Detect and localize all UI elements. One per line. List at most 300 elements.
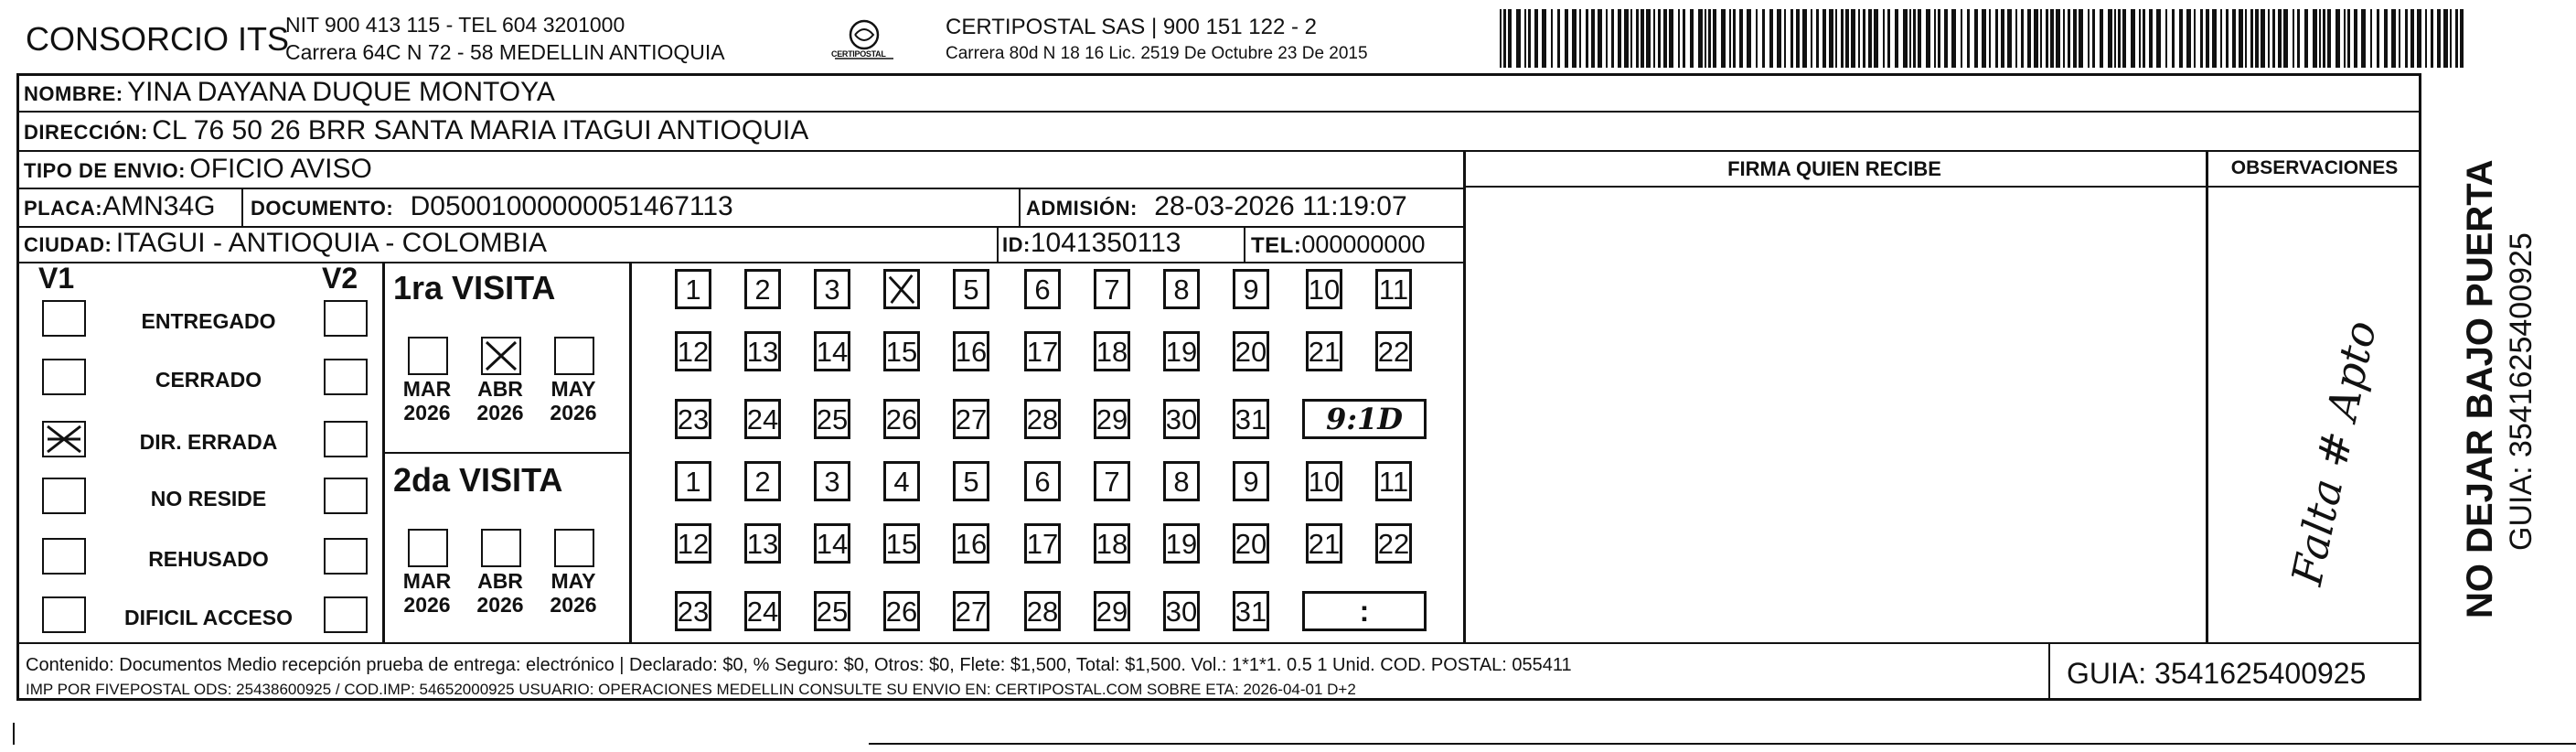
day-box[interactable]: 1 bbox=[675, 269, 711, 309]
barcode-bar bbox=[1630, 9, 1632, 68]
barcode-bar bbox=[1551, 9, 1553, 68]
certipostal-logo bbox=[828, 15, 901, 66]
barcode-bar bbox=[1598, 9, 1602, 68]
barcode-bar bbox=[1663, 9, 1667, 68]
day-box[interactable]: 22 bbox=[1375, 523, 1412, 564]
barcode-bar bbox=[1528, 9, 1531, 68]
barcode-bar bbox=[1790, 9, 1793, 68]
barcode-bar bbox=[2255, 9, 2259, 68]
barcode-bar bbox=[2344, 9, 2346, 68]
nombre-label: NOMBRE: bbox=[24, 82, 123, 105]
barcode-bar bbox=[2092, 9, 2095, 68]
visit-title: 1ra VISITA bbox=[393, 269, 556, 306]
day-box[interactable]: 14 bbox=[814, 331, 850, 371]
barcode-bar bbox=[1816, 9, 1819, 68]
day-box[interactable]: 14 bbox=[814, 523, 850, 564]
barcode-bar bbox=[1713, 9, 1716, 68]
day-box[interactable]: 24 bbox=[744, 591, 781, 631]
barcode-bar bbox=[1739, 9, 1743, 68]
barcode-bar bbox=[1624, 9, 1629, 68]
barcode-bar bbox=[2384, 9, 2388, 68]
day-box[interactable]: 23 bbox=[675, 399, 711, 439]
day-box[interactable]: 19 bbox=[1163, 331, 1200, 371]
tel-field bbox=[1251, 231, 1425, 259]
barcode-bar bbox=[1747, 9, 1751, 68]
month-label: MAR 2026 bbox=[402, 377, 452, 425]
day-box[interactable]: 29 bbox=[1094, 399, 1130, 439]
time-value: 9:1D bbox=[1325, 402, 1404, 436]
barcode-bar bbox=[1678, 9, 1680, 68]
barcode-bar bbox=[2417, 9, 2421, 68]
day-box[interactable]: 22 bbox=[1375, 331, 1412, 371]
barcode-bar bbox=[2114, 9, 2116, 68]
month-label: MAY 2026 bbox=[550, 569, 597, 618]
visit-title: 2da VISITA bbox=[393, 461, 563, 499]
barcode-bar bbox=[2443, 9, 2448, 68]
barcode-bar bbox=[1733, 9, 1736, 68]
barcode-bar bbox=[2297, 9, 2300, 68]
header bbox=[0, 0, 2576, 73]
barcode-bar bbox=[2194, 9, 2196, 68]
barcode-bar bbox=[1611, 9, 1614, 68]
direccion-value: CL 76 50 26 BRR SANTA MARIA ITAGUI ANTIOQUIA bbox=[152, 115, 809, 145]
day-box[interactable]: 17 bbox=[1024, 331, 1061, 371]
barcode-bar bbox=[2179, 9, 2183, 68]
barcode-bar bbox=[2139, 9, 2141, 68]
barcode-bar bbox=[2323, 9, 2325, 68]
day-box[interactable]: 3 bbox=[814, 269, 850, 309]
observation-handwriting-text: Falta # Apto bbox=[2282, 316, 2387, 590]
day-box[interactable]: 20 bbox=[1233, 331, 1269, 371]
barcode-bar bbox=[1887, 9, 1890, 68]
side-warning: NO DEJAR BAJO PUERTA bbox=[2460, 159, 2500, 618]
barcode-bar bbox=[1918, 9, 1921, 68]
v1-label: V1 bbox=[38, 262, 75, 295]
day-box[interactable] bbox=[883, 269, 920, 309]
barcode-bar bbox=[1708, 9, 1711, 68]
firma-header: FIRMA QUIEN RECIBE bbox=[1727, 157, 1941, 180]
nombre-row bbox=[24, 77, 555, 108]
barcode-bar bbox=[2046, 9, 2048, 68]
logo-text: CERTIPOSTAL bbox=[831, 49, 886, 59]
v1-checkbox[interactable] bbox=[42, 359, 86, 395]
barcode-bar bbox=[1698, 9, 1703, 68]
v1-checkbox[interactable] bbox=[42, 421, 86, 457]
barcode-bar bbox=[1572, 9, 1577, 68]
admision-value: 28-03-2026 11:19:07 bbox=[1154, 191, 1407, 221]
barcode-bar bbox=[2293, 9, 2294, 68]
barcode-bar bbox=[2156, 9, 2161, 68]
day-box[interactable]: 24 bbox=[744, 399, 781, 439]
day-box[interactable]: 15 bbox=[883, 331, 920, 371]
barcode-bar bbox=[2143, 9, 2145, 68]
day-box[interactable]: 8 bbox=[1163, 269, 1200, 309]
placa-value: AMN34G bbox=[102, 191, 216, 221]
barcode-bar bbox=[2079, 9, 2083, 68]
barcode-bar bbox=[1841, 9, 1844, 68]
cross-mark-icon bbox=[483, 338, 519, 373]
barcode-bar bbox=[1796, 9, 1800, 68]
barcode-bar bbox=[1756, 9, 1758, 68]
day-box[interactable]: 18 bbox=[1094, 523, 1130, 564]
company-address: Carrera 64C N 72 - 58 MEDELLIN ANTIOQUIA bbox=[285, 40, 725, 64]
barcode-bar bbox=[2391, 9, 2396, 68]
day-box[interactable]: 23 bbox=[675, 591, 711, 631]
day-box[interactable]: 30 bbox=[1163, 399, 1200, 439]
day-box[interactable]: 5 bbox=[953, 269, 989, 309]
barcode-bar bbox=[2226, 9, 2229, 68]
month-checkbox[interactable] bbox=[554, 529, 594, 567]
barcode-bar bbox=[2327, 9, 2331, 68]
admision-field bbox=[1026, 191, 1407, 222]
nombre-value: YINA DAYANA DUQUE MONTOYA bbox=[127, 77, 555, 107]
barcode-bar bbox=[1503, 9, 1506, 68]
ciudad-label: CIUDAD: bbox=[24, 233, 112, 256]
barcode-bar bbox=[2239, 9, 2243, 68]
day-box[interactable]: 17 bbox=[1024, 523, 1061, 564]
barcode-bar bbox=[2245, 9, 2247, 68]
placa-label: PLACA: bbox=[24, 197, 103, 220]
barcode-bar bbox=[2425, 9, 2427, 68]
barcode-bar bbox=[1729, 9, 1731, 68]
barcode-bar bbox=[2001, 9, 2004, 68]
barcode-bar bbox=[2455, 9, 2458, 68]
barcode-bar bbox=[1705, 9, 1706, 68]
day-box[interactable]: 25 bbox=[814, 399, 850, 439]
placa-field bbox=[24, 191, 215, 222]
time-box[interactable] bbox=[1302, 591, 1427, 631]
barcode-bar bbox=[1579, 9, 1581, 68]
day-box[interactable]: 2 bbox=[744, 461, 781, 501]
company-nit: NIT 900 413 115 - TEL 604 3201000 bbox=[285, 13, 625, 37]
id-field bbox=[1002, 228, 1181, 259]
barcode-bar bbox=[1721, 9, 1726, 68]
documento-label: DOCUMENTO: bbox=[251, 197, 394, 220]
barcode-bar bbox=[1542, 9, 1546, 68]
footer-imp: IMP POR FIVEPOSTAL ODS: 25438600925 / COD.IMP: 54652000925 USUARIO: OPERACIONES MEDELLIN CONSULTE SU ENVIO EN: CERTIPOSTAL.COM SOBRE ETA: 2026-04-01 D+2 bbox=[26, 681, 1356, 698]
barcode-bar bbox=[2268, 9, 2270, 68]
barcode-bar bbox=[2027, 9, 2031, 68]
barcode-bar bbox=[1951, 9, 1956, 68]
documento-value: D05001000000051467113 bbox=[410, 191, 733, 221]
barcode-bar bbox=[1863, 9, 1865, 68]
barcode-bar bbox=[2370, 9, 2372, 68]
barcode-bar bbox=[1895, 9, 1898, 68]
side-guia: GUIA: 3541625400925 bbox=[2504, 232, 2539, 551]
day-box[interactable]: 26 bbox=[883, 591, 920, 631]
v2-checkbox[interactable] bbox=[324, 300, 368, 337]
time-value: : bbox=[1359, 594, 1370, 628]
barcode-bar bbox=[1646, 9, 1651, 68]
cross-mark-icon bbox=[886, 271, 917, 307]
barcode-bar bbox=[2377, 9, 2379, 68]
day-box[interactable]: 5 bbox=[953, 461, 989, 501]
company-name: CONSORCIO ITS bbox=[26, 20, 290, 58]
barcode-bar bbox=[1669, 9, 1673, 68]
barcode-bar bbox=[1516, 9, 1521, 68]
day-box[interactable]: 10 bbox=[1306, 269, 1342, 309]
day-box[interactable]: 19 bbox=[1163, 523, 1200, 564]
tipo-row bbox=[24, 154, 372, 185]
status-label: ENTREGADO bbox=[141, 309, 276, 333]
barcode-bar bbox=[1883, 9, 1885, 68]
barcode-bar bbox=[2034, 9, 2038, 68]
barcode-bar bbox=[1606, 9, 1608, 68]
barcode-bar bbox=[2460, 9, 2464, 68]
barcode-bar bbox=[1989, 9, 1991, 68]
barcode-bar bbox=[2073, 9, 2077, 68]
barcode-bar bbox=[2068, 9, 2070, 68]
barcode-bar bbox=[2405, 9, 2408, 68]
barcode-bar bbox=[1909, 9, 1911, 68]
barcode-bar bbox=[1845, 9, 1849, 68]
day-box[interactable]: 15 bbox=[883, 523, 920, 564]
day-box[interactable]: 13 bbox=[744, 523, 781, 564]
day-box[interactable]: 21 bbox=[1306, 523, 1342, 564]
barcode-bar bbox=[1690, 9, 1694, 68]
tel-label: TEL: bbox=[1251, 233, 1302, 258]
barcode-bar bbox=[1636, 9, 1639, 68]
v2-label: V2 bbox=[322, 262, 358, 295]
day-box[interactable]: 7 bbox=[1094, 461, 1130, 501]
barcode-bar bbox=[1500, 9, 1502, 68]
day-box[interactable]: 27 bbox=[953, 399, 989, 439]
month-checkbox[interactable] bbox=[481, 337, 521, 375]
v1-checkbox[interactable] bbox=[42, 538, 86, 575]
day-box[interactable]: 6 bbox=[1024, 269, 1061, 309]
day-box[interactable]: 11 bbox=[1375, 461, 1412, 501]
barcode-bar bbox=[2088, 9, 2090, 68]
status-label: NO RESIDE bbox=[150, 487, 267, 510]
day-box[interactable]: 26 bbox=[883, 399, 920, 439]
barcode-bar bbox=[2200, 9, 2203, 68]
barcode-bar bbox=[1874, 9, 1878, 68]
v1-checkbox[interactable] bbox=[42, 478, 86, 514]
barcode-bar bbox=[2108, 9, 2112, 68]
barcode-bar bbox=[1944, 9, 1948, 68]
barcode-bar bbox=[1777, 9, 1781, 68]
time-box[interactable] bbox=[1302, 399, 1427, 439]
barcode-bar bbox=[1982, 9, 1986, 68]
barcode-bar bbox=[1508, 9, 1512, 68]
barcode-bar bbox=[2220, 9, 2222, 68]
day-box[interactable]: 30 bbox=[1163, 591, 1200, 631]
footer-contenido: Contenido: Documentos Medio recepción prueba de entrega: electrónico | Declarado: $0, % Seguro: $0, Otros: $0, Flete: $1,500, Total: $1,500. Vol.: 1*1*1. 0.5 1 Unid. COD. POSTAL: 055411 bbox=[26, 655, 1572, 675]
barcode-bar bbox=[2319, 9, 2321, 68]
barcode-bar bbox=[1591, 9, 1595, 68]
status-label: DIR. ERRADA bbox=[139, 430, 278, 454]
bottom-rule bbox=[869, 743, 2576, 745]
barcode bbox=[1500, 9, 2469, 68]
day-box[interactable]: 1 bbox=[675, 461, 711, 501]
day-box[interactable]: 9 bbox=[1233, 269, 1269, 309]
v1-checkbox[interactable] bbox=[42, 300, 86, 337]
day-box[interactable]: 21 bbox=[1306, 331, 1342, 371]
barcode-bar bbox=[1683, 9, 1685, 68]
barcode-bar bbox=[2021, 9, 2024, 68]
barcode-bar bbox=[2015, 9, 2017, 68]
day-box[interactable]: 7 bbox=[1094, 269, 1130, 309]
barcode-bar bbox=[2063, 9, 2065, 68]
day-box[interactable]: 10 bbox=[1306, 461, 1342, 501]
status-label: CERRADO bbox=[155, 368, 262, 392]
barcode-bar bbox=[1653, 9, 1655, 68]
cross-mark-icon bbox=[44, 423, 84, 456]
barcode-bar bbox=[2186, 9, 2191, 68]
barcode-bar bbox=[2261, 9, 2265, 68]
barcode-bar bbox=[1961, 9, 1962, 68]
month-checkbox[interactable] bbox=[554, 337, 594, 375]
month-label: MAY 2026 bbox=[550, 377, 597, 425]
v2-checkbox[interactable] bbox=[324, 478, 368, 514]
barcode-bar bbox=[2361, 9, 2366, 68]
barcode-bar bbox=[1802, 9, 1807, 68]
day-box[interactable]: 6 bbox=[1024, 461, 1061, 501]
barcode-bar bbox=[2313, 9, 2317, 68]
barcode-bar bbox=[1995, 9, 1998, 68]
v2-checkbox[interactable] bbox=[324, 538, 368, 575]
barcode-bar bbox=[1822, 9, 1826, 68]
direccion-label: DIRECCIÓN: bbox=[24, 121, 148, 144]
barcode-bar bbox=[2336, 9, 2340, 68]
v2-checkbox[interactable] bbox=[324, 359, 368, 395]
barcode-bar bbox=[1565, 9, 1568, 68]
barcode-bar bbox=[1926, 9, 1930, 68]
month-label: MAR 2026 bbox=[402, 569, 452, 618]
barcode-bar bbox=[2232, 9, 2236, 68]
barcode-bar bbox=[2272, 9, 2275, 68]
v2-checkbox[interactable] bbox=[324, 421, 368, 457]
status-label: REHUSADO bbox=[148, 547, 269, 571]
day-box[interactable]: 12 bbox=[675, 523, 711, 564]
direccion-row bbox=[24, 115, 808, 146]
day-box[interactable]: 16 bbox=[953, 331, 989, 371]
barcode-bar bbox=[2437, 9, 2441, 68]
barcode-bar bbox=[1784, 9, 1786, 68]
status-label: DIFICIL ACCESO bbox=[123, 606, 293, 629]
documento-field bbox=[251, 191, 733, 222]
v2-checkbox[interactable] bbox=[324, 596, 368, 633]
day-box[interactable]: 20 bbox=[1233, 523, 1269, 564]
barcode-bar bbox=[1967, 9, 1970, 68]
barcode-bar bbox=[1934, 9, 1936, 68]
barcode-bar bbox=[1829, 9, 1833, 68]
barcode-bar bbox=[2007, 9, 2012, 68]
observation-handwriting bbox=[2208, 188, 2421, 642]
month-label: ABR 2026 bbox=[476, 569, 524, 618]
barcode-bar bbox=[1618, 9, 1621, 68]
barcode-bar bbox=[2100, 9, 2103, 68]
observaciones-header: OBSERVACIONES bbox=[2230, 157, 2399, 178]
barcode-bar bbox=[1938, 9, 1940, 68]
barcode-bar bbox=[2212, 9, 2217, 68]
barcode-bar bbox=[2354, 9, 2357, 68]
barcode-bar bbox=[1913, 9, 1916, 68]
day-box[interactable]: 28 bbox=[1024, 591, 1061, 631]
day-box[interactable]: 12 bbox=[675, 331, 711, 371]
day-box[interactable]: 28 bbox=[1024, 399, 1061, 439]
barcode-bar bbox=[2304, 9, 2308, 68]
barcode-bar bbox=[1974, 9, 1978, 68]
barcode-bar bbox=[2118, 9, 2121, 68]
barcode-bar bbox=[1641, 9, 1644, 68]
barcode-bar bbox=[2347, 9, 2350, 68]
id-value: 1041350113 bbox=[1030, 228, 1181, 258]
barcode-bar bbox=[2149, 9, 2153, 68]
month-checkbox[interactable] bbox=[408, 529, 448, 567]
day-box[interactable]: 27 bbox=[953, 591, 989, 631]
month-checkbox[interactable] bbox=[408, 337, 448, 375]
barcode-bar bbox=[1524, 9, 1526, 68]
day-box[interactable]: 29 bbox=[1094, 591, 1130, 631]
barcode-bar bbox=[1586, 9, 1588, 68]
day-box[interactable]: 11 bbox=[1375, 269, 1412, 309]
day-box[interactable]: 31 bbox=[1233, 399, 1269, 439]
barcode-bar bbox=[1658, 9, 1661, 68]
barcode-bar bbox=[1769, 9, 1773, 68]
barcode-bar bbox=[2250, 9, 2253, 68]
barcode-bar bbox=[1762, 9, 1765, 68]
footer-guia: GUIA: 3541625400925 bbox=[2067, 657, 2367, 690]
barcode-bar bbox=[2165, 9, 2167, 68]
month-checkbox[interactable] bbox=[481, 529, 521, 567]
v1-checkbox[interactable] bbox=[42, 596, 86, 633]
day-box[interactable]: 3 bbox=[814, 461, 850, 501]
day-box[interactable]: 25 bbox=[814, 591, 850, 631]
barcode-bar bbox=[2056, 9, 2060, 68]
day-box[interactable]: 9 bbox=[1233, 461, 1269, 501]
barcode-bar bbox=[2450, 9, 2452, 68]
barcode-bar bbox=[2410, 9, 2414, 68]
barcode-bar bbox=[1903, 9, 1908, 68]
day-box[interactable]: 8 bbox=[1163, 461, 1200, 501]
barcode-bar bbox=[2122, 9, 2126, 68]
barcode-bar bbox=[2131, 9, 2135, 68]
carrier-address: Carrera 80d N 18 16 Lic. 2519 De Octubre 23 De 2015 bbox=[946, 44, 1368, 63]
barcode-bar bbox=[2283, 9, 2288, 68]
day-box[interactable]: 16 bbox=[953, 523, 989, 564]
day-box[interactable]: 2 bbox=[744, 269, 781, 309]
tipo-value: OFICIO AVISO bbox=[189, 154, 372, 184]
barcode-bar bbox=[1858, 9, 1860, 68]
carrier-name: CERTIPOSTAL SAS | 900 151 122 - 2 bbox=[946, 15, 1317, 39]
barcode-bar bbox=[1851, 9, 1855, 68]
day-box[interactable]: 4 bbox=[883, 461, 920, 501]
barcode-bar bbox=[1868, 9, 1872, 68]
day-box[interactable]: 31 bbox=[1233, 591, 1269, 631]
barcode-bar bbox=[2050, 9, 2054, 68]
barcode-bar bbox=[1811, 9, 1812, 68]
barcode-bar bbox=[2206, 9, 2209, 68]
barcode-bar bbox=[1534, 9, 1538, 68]
day-box[interactable]: 18 bbox=[1094, 331, 1130, 371]
barcode-bar bbox=[2040, 9, 2042, 68]
barcode-bar bbox=[2172, 9, 2175, 68]
ciudad-field bbox=[24, 228, 547, 259]
id-label: ID: bbox=[1002, 233, 1031, 256]
barcode-bar bbox=[1557, 9, 1560, 68]
admision-label: ADMISIÓN: bbox=[1026, 197, 1138, 220]
ciudad-value: ITAGUI - ANTIOQUIA - COLOMBIA bbox=[115, 228, 548, 258]
barcode-bar bbox=[2399, 9, 2400, 68]
tipo-label: TIPO DE ENVIO: bbox=[24, 159, 186, 182]
barcode-bar bbox=[2278, 9, 2282, 68]
barcode-bar bbox=[2431, 9, 2433, 68]
barcode-bar bbox=[1835, 9, 1837, 68]
firma-area[interactable] bbox=[1466, 188, 2206, 642]
day-box[interactable]: 13 bbox=[744, 331, 781, 371]
month-label: ABR 2026 bbox=[476, 377, 524, 425]
